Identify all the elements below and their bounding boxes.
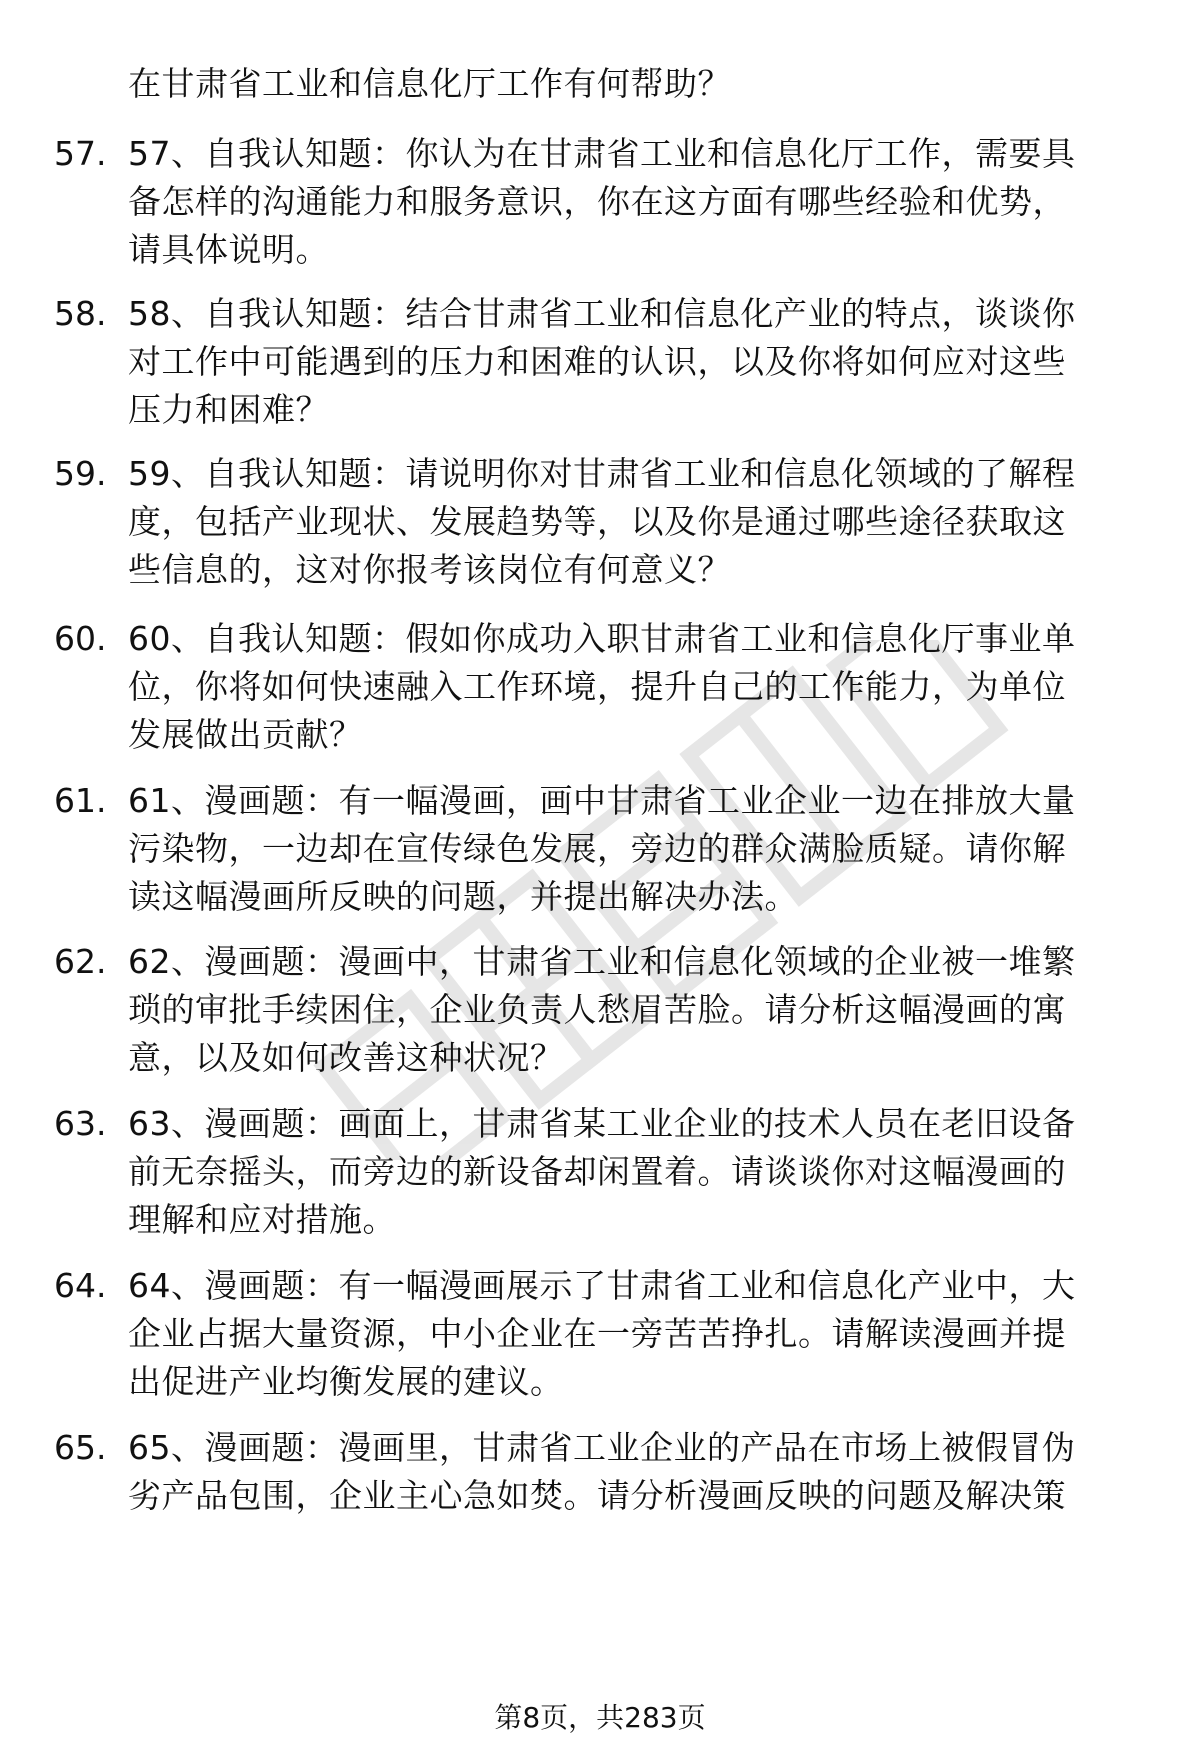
item-text-line: 琐的审批手续困住，企业负责人愁眉苦脸。请分析这幅漫画的寓 xyxy=(128,990,1066,1029)
continued-question-line: 在甘肃省工业和信息化厅工作有何帮助？ xyxy=(128,64,731,103)
item-number: 62. xyxy=(54,942,107,981)
item-text-line: 读这幅漫画所反映的问题，并提出解决办法。 xyxy=(128,877,798,916)
item-text xyxy=(128,130,1148,274)
item-text-line: 理解和应对措施。 xyxy=(128,1200,396,1239)
item-text-line: 位，你将如何快速融入工作环境，提升自己的工作能力，为单位 xyxy=(128,667,1066,706)
item-number: 58. xyxy=(54,294,107,333)
item-text-line: 出促进产业均衡发展的建议。 xyxy=(128,1362,564,1401)
item-text-line: 59、自我认知题：请说明你对甘肃省工业和信息化领域的了解程 xyxy=(128,454,1076,493)
item-text-line: 对工作中可能遇到的压力和困难的认识，以及你将如何应对这些 xyxy=(128,342,1066,381)
item-text-line: 企业占据大量资源，中小企业在一旁苦苦挣扎。请解读漫画并提 xyxy=(128,1314,1066,1353)
item-text xyxy=(128,1100,1148,1244)
item-text xyxy=(128,450,1148,594)
item-number: 61. xyxy=(54,781,107,820)
item-text xyxy=(128,290,1148,434)
item-text-line: 63、漫画题：画面上，甘肃省某工业企业的技术人员在老旧设备 xyxy=(128,1104,1076,1143)
item-text-line: 度，包括产业现状、发展趋势等，以及你是通过哪些途径获取这 xyxy=(128,502,1066,541)
item-text xyxy=(128,938,1148,1082)
item-number: 64. xyxy=(54,1266,107,1305)
item-text xyxy=(128,1424,1148,1520)
item-text-line: 发展做出贡献？ xyxy=(128,715,363,754)
item-text-line: 备怎样的沟通能力和服务意识，你在这方面有哪些经验和优势， xyxy=(128,182,1066,221)
item-text-line: 压力和困难？ xyxy=(128,390,329,429)
item-number: 59. xyxy=(54,454,107,493)
item-text-line: 请具体说明。 xyxy=(128,230,329,269)
item-text-line: 前无奈摇头，而旁边的新设备却闲置着。请谈谈你对这幅漫画的 xyxy=(128,1152,1066,1191)
item-text-line: 64、漫画题：有一幅漫画展示了甘肃省工业和信息化产业中，大 xyxy=(128,1266,1076,1305)
item-text xyxy=(128,1262,1148,1406)
item-text-line: 62、漫画题：漫画中，甘肃省工业和信息化领域的企业被一堆繁 xyxy=(128,942,1076,981)
item-text-line: 61、漫画题：有一幅漫画，画中甘肃省工业企业一边在排放大量 xyxy=(128,781,1076,820)
item-text-line: 57、自我认知题：你认为在甘肃省工业和信息化厅工作，需要具 xyxy=(128,134,1076,173)
item-number: 60. xyxy=(54,619,107,658)
item-number: 65. xyxy=(54,1428,107,1467)
item-text-line: 劣产品包围，企业主心急如焚。请分析漫画反映的问题及解决策 xyxy=(128,1476,1066,1515)
item-number: 57. xyxy=(54,134,107,173)
item-text-line: 60、自我认知题：假如你成功入职甘肃省工业和信息化厅事业单 xyxy=(128,619,1076,658)
item-text-line: 65、漫画题：漫画里，甘肃省工业企业的产品在市场上被假冒伪 xyxy=(128,1428,1076,1467)
page-number-footer: 第8页，共283页 xyxy=(494,1701,706,1734)
item-text-line: 些信息的，这对你报考该岗位有何意义？ xyxy=(128,550,731,589)
item-text-line: 意，以及如何改善这种状况？ xyxy=(128,1038,564,1077)
item-text-line: 污染物，一边却在宣传绿色发展，旁边的群众满脸质疑。请你解 xyxy=(128,829,1066,868)
item-text-line: 58、自我认知题：结合甘肃省工业和信息化产业的特点，谈谈你 xyxy=(128,294,1076,333)
item-text xyxy=(128,615,1148,759)
item-number: 63. xyxy=(54,1104,107,1143)
item-text xyxy=(128,777,1148,921)
